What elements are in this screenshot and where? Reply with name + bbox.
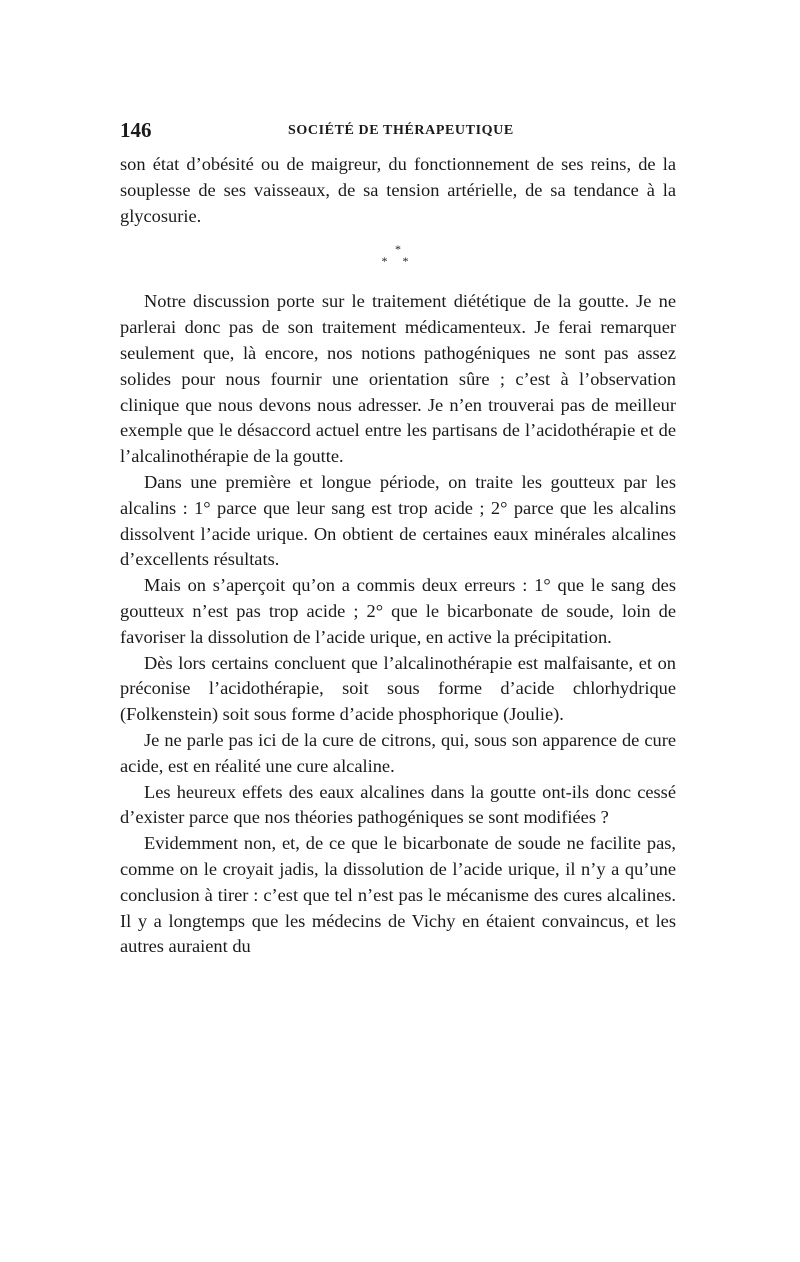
paragraph-continuation: son état d’obésité ou de maigreur, du fonctionnement de ses reins, de la souplesse de ses vaisseaux, de sa tension artérielle, de sa tendance à la glycosurie.	[120, 154, 676, 226]
asterism-divider	[120, 229, 676, 289]
paragraph-acidotherapy: Dès lors certains concluent que l’alcalinothérapie est malfaisante, et on préconise l’acidothérapie, soit sous forme d’acide chlorhydrique (Folkenstein) soit sous forme d’acide phosphorique (Joulie).	[120, 652, 676, 725]
paragraph-alkaline-effects: Les heureux effets des eaux alcalines dans la goutte ont-ils donc cessé d’exister parce que nos théories pathogéniques se sont modifiées ?	[120, 781, 676, 828]
asterism-star-bottom: * *	[381, 254, 415, 269]
paragraph-lemon-cure: Je ne parle pas ici de la cure de citrons, qui, sous son apparence de cure acide, est en réalité une cure alcaline.	[120, 729, 676, 776]
asterism-star-top: *	[395, 242, 401, 257]
page-number: 146	[120, 118, 152, 142]
running-title: SOCIÉTÉ DE THÉRAPEUTIQUE	[288, 123, 514, 138]
paragraph-dietetic-discussion: Notre discussion porte sur le traitement diététique de la goutte. Je ne parlerai donc pas de son traitement médicamenteux. Je ferai remarquer seulement que, là encore, nos notions pathogéniques ne sont pas assez solides pour nous fournir une orientation sûre ; c’est à l’observation clinique que nous devons nous adresser. Je n’en trouverai pas de meilleur exemple que le désaccord actuel entre les partisans de l’acidothérapie et de l’alcalinothérapie de la goutte.	[120, 291, 676, 467]
paragraph-two-errors: Mais on s’aperçoit qu’on a commis deux erreurs : 1° que le sang des goutteux n’est pas trop acide ; 2° que le bicarbonate de soude, loin de favoriser la dissolution de l’acide urique, en active la précipitation.	[120, 575, 676, 647]
paragraph-conclusion: Evidemment non, et, de ce que le bicarbonate de soude ne facilite pas, comme on le croyait jadis, la dissolution de l’acide urique, il n’y a qu’une conclusion à tirer : c’est que tel n’est pas le mécanisme des cures alcalines. Il y a longtemps que les médecins de Vichy en étaient convaincus, et les autres auraient du	[120, 833, 676, 957]
paragraph-first-period: Dans une première et longue période, on traite les goutteux par les alcalins : 1° parce que leur sang est trop acide ; 2° parce que les alcalins dissolvent l’acide urique. On obtient de certaines eaux minérales alcalines d’excellents résultats.	[120, 471, 676, 570]
book-page	[120, 118, 676, 960]
running-head	[120, 118, 676, 148]
